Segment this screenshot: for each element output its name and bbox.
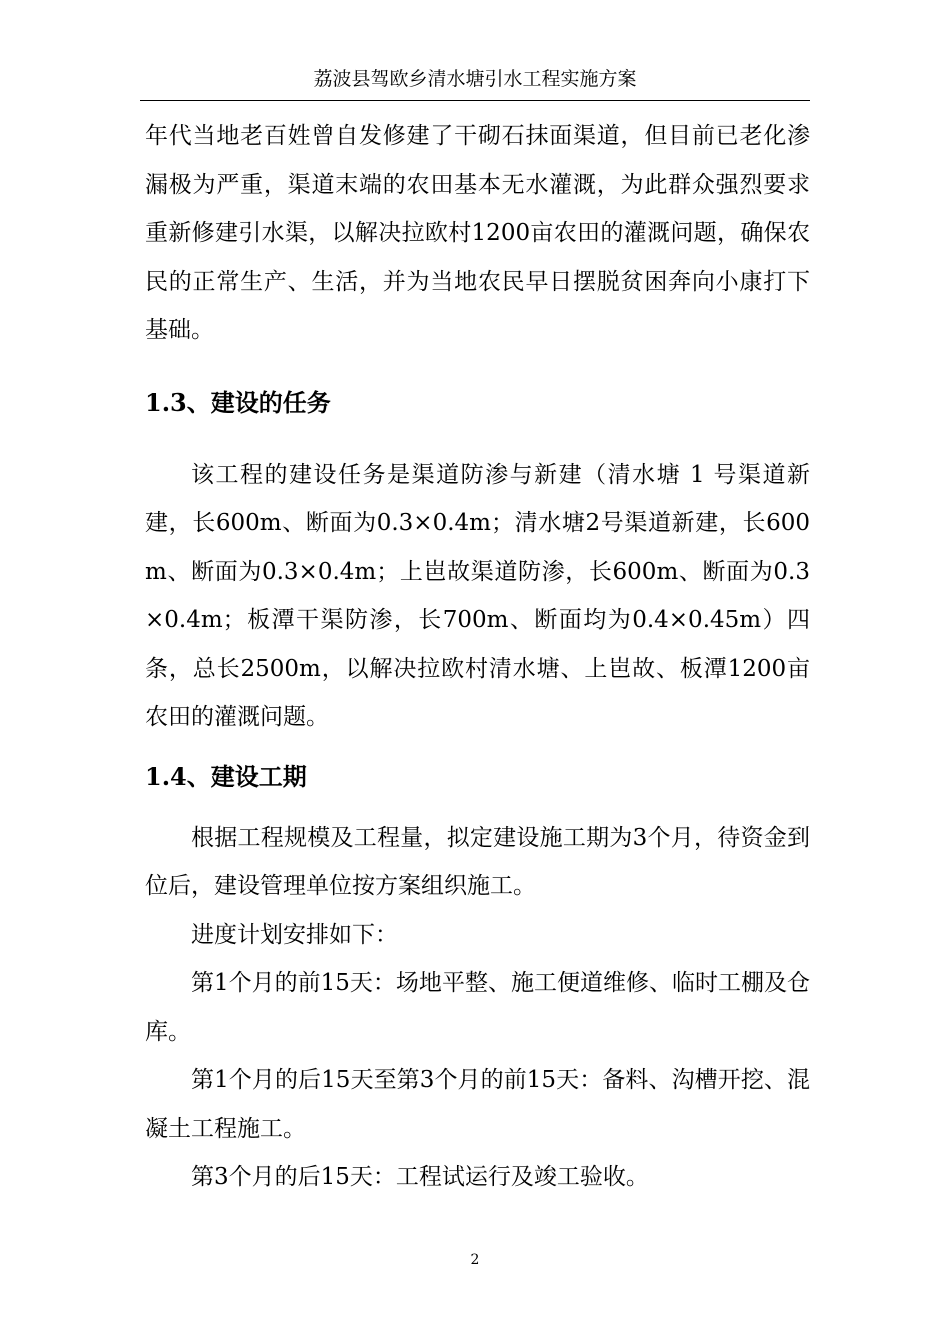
schedule-item-2: 第1个月的后15天至第3个月的前15天：备料、沟槽开挖、混凝土工程施工。 bbox=[145, 1067, 810, 1142]
document-body bbox=[145, 112, 810, 1202]
schedule-intro: 进度计划安排如下： bbox=[191, 921, 398, 948]
intro-paragraph: 年代当地老百姓曾自发修建了干砌石抹面渠道，但目前已老化渗漏极为严重，渠道末端的农田基本无水灌溉，为此群众强烈要求重新修建引水渠，以解决拉欧村1200亩农田的灌溉问题，确保农民的正常生产、生活，并为当地农民早日摆脱贫困奔向小康打下基础。 bbox=[145, 123, 810, 343]
section-heading-1-4: 1.4、建设工期 bbox=[145, 761, 307, 791]
page-header-title: 荔波县驾欧乡清水塘引水工程实施方案 bbox=[313, 68, 637, 90]
page-number: 2 bbox=[470, 1252, 480, 1268]
schedule-item-1: 第1个月的前15天：场地平整、施工便道维修、临时工棚及仓库。 bbox=[145, 970, 810, 1045]
section-1-3-paragraph: 该工程的建设任务是渠道防渗与新建（清水塘 1 号渠道新建，长600m、断面为0.3×0.4m；清水塘2号渠道新建，长600m、断面为0.3×0.4m；上岜故渠道防渗，长600m、断面为0.3×0.4m；板潭干渠防渗，长700m、断面均为0.4×0.45m）四条，总长2500m，以解决拉欧村清水塘、上岜故、板潭1200亩农田的灌溉问题。 bbox=[145, 461, 810, 730]
header-divider bbox=[140, 100, 810, 101]
section-heading-1-3: 1.3、建设的任务 bbox=[145, 387, 331, 417]
schedule-paragraph: 根据工程规模及工程量，拟定建设施工期为3个月，待资金到位后，建设管理单位按方案组织施工。 bbox=[145, 824, 810, 899]
schedule-item-3: 第3个月的后15天：工程试运行及竣工验收。 bbox=[191, 1164, 649, 1190]
